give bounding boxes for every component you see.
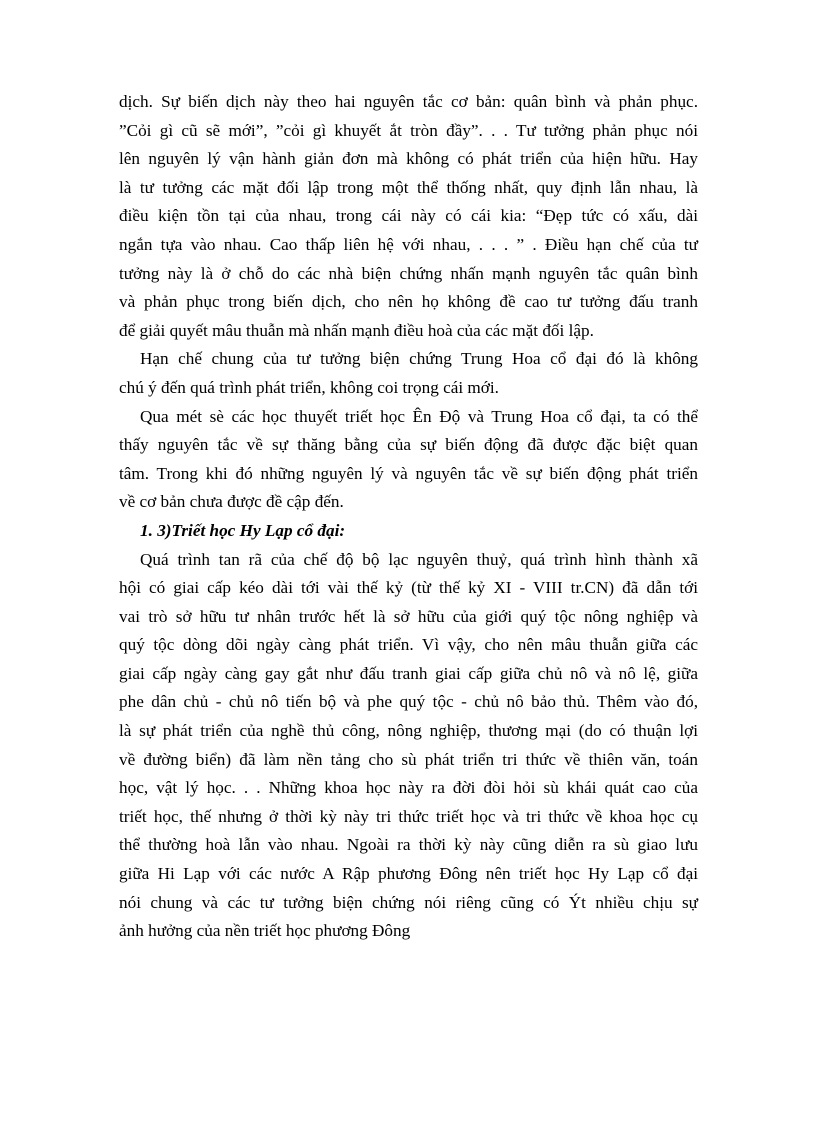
text-line: và phản phục trong biến dịch, cho nên họ không đề cao tư tưởng đấu tranh [119, 292, 698, 312]
text-line: thể thường hoà lẫn vào nhau. Ngoài ra thời kỳ này cũng diễn ra sù giao lưu [119, 835, 698, 855]
text-line: triết học, thế nhưng ở thời kỳ này tri thức triết học và tri thức về khoa học cụ [119, 806, 698, 826]
text-line: ”Cỏi gì cũ sẽ mới”, ”cỏi gì khuyết ắt tròn đầy”. . . Tư tưởng phản phục nói [119, 120, 698, 140]
paragraph-4 [119, 546, 698, 946]
text-line: vai trò sở hữu tư nhân trước hết là sở hữu của giới quý tộc nông nghiệp và [119, 606, 698, 626]
text-line: lên nguyên lý vận hành giản đơn mà không có phát triển của hiện hữu. Hay [119, 149, 698, 169]
text-line: điều kiện tồn tại của nhau, trong cái này có cái kia: “Đẹp tức có xấu, dài [119, 206, 698, 226]
text-line: giai cấp ngày càng gay gắt như đấu tranh giai cấp giữa chủ nô và nô lệ, giữa [119, 663, 698, 683]
text-line: tưởng này là ở chỗ do các nhà biện chứng nhấn mạnh nguyên tắc quân bình [119, 263, 698, 283]
text-line: để giải quyết mâu thuẫn mà nhấn mạnh điều hoà của các mặt đối lập. [119, 320, 594, 340]
text-line: ảnh hưởng của nền triết học phương Đông [119, 921, 411, 941]
text-line: Qua mét sè các học thuyết triết học Ên Độ và Trung Hoa cổ đại, ta có thể [140, 406, 698, 426]
text-line: tâm. Trong khi đó những nguyên lý và nguyên tắc về sự biến động phát triển [119, 463, 698, 483]
section-title: 1. 3)Triết học Hy Lạp cổ đại: [140, 520, 346, 540]
text-line: là sự phát triển của nghề thủ công, nông nghiệp, thương mại (do có thuận lợi [119, 721, 698, 741]
text-line: phe dân chủ - chủ nô tiến bộ và phe quý tộc - chủ nô bảo thủ. Thêm vào đó, [119, 692, 698, 712]
text-line: nói chung và các tư tưởng biện chứng nói riêng cũng có Ýt nhiều chịu sự [119, 892, 698, 912]
text-line: giữa Hi Lạp với các nước A Rập phương Đông nên triết học Hy Lạp cổ đại [119, 864, 698, 884]
section-heading [119, 517, 698, 546]
text-line: dịch. Sự biến dịch này theo hai nguyên tắc cơ bản: quân bình và phản phục. [119, 92, 698, 111]
text-line: Hạn chế chung của tư tưởng biện chứng Trung Hoa cổ đại đó là không [140, 349, 698, 369]
text-line: hội có giai cấp kéo dài tới vài thế kỷ (từ thế kỷ XI - VIII tr.CN) đã dẫn tới [119, 578, 698, 598]
text-line: về đường biển) đã làm nền tảng cho sù phát triển tri thức về thiên văn, toán [119, 749, 698, 769]
text-line: về cơ bản chưa được đề cập đến. [119, 492, 344, 512]
text-line: quý tộc dòng dõi ngày càng phát triển. Vì vậy, cho nên mâu thuẫn giữa các [119, 635, 698, 655]
paragraph-1 [119, 88, 698, 345]
text-line: ngắn tựa vào nhau. Cao thấp liên hệ với nhau, . . . ” . Điều hạn chế của tư [119, 234, 698, 254]
document-page [119, 88, 698, 946]
text-line: thấy nguyên tắc về sự thăng bằng của sự biến động đã được đặc biệt quan [119, 435, 698, 455]
paragraph-2 [119, 345, 698, 402]
text-line: học, vật lý học. . . Những khoa học này ra đời đòi hỏi sù khái quát cao của [119, 778, 698, 798]
text-line: là tư tưởng các mặt đối lập trong một thể thống nhất, quy định lẫn nhau, là [119, 177, 698, 197]
paragraph-3 [119, 403, 698, 517]
text-line: Quá trình tan rã của chế độ bộ lạc nguyên thuỷ, quá trình hình thành xã [140, 549, 698, 569]
text-line: chú ý đến quá trình phát triển, không coi trọng cái mới. [119, 377, 499, 397]
